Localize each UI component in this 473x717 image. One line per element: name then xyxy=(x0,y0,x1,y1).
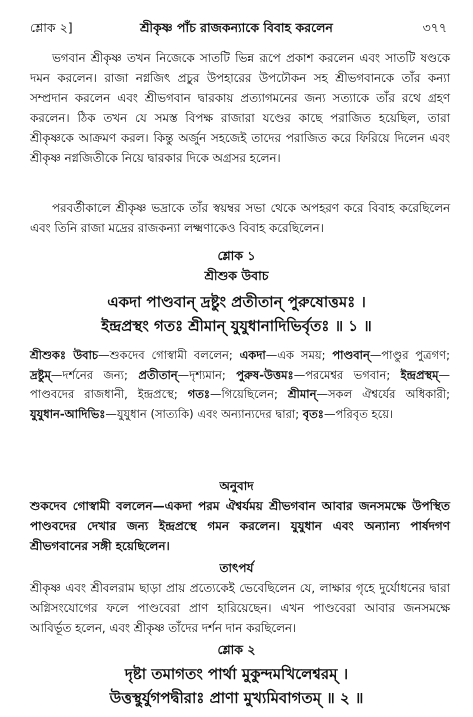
sloka-2-title: শ্লোক ২ xyxy=(217,642,256,657)
running-header xyxy=(30,18,447,38)
translation-text: শুকদেব গোস্বামী বললেন—একদা পরম ঐশ্বর্যময় শ্রীভগবান আবার জনসমক্ষে উপস্থিত পাণ্ডবদের দেখার জন্য ইন্দ্রপ্রস্থে গমন করলেন। যুযুধান এবং অন্যান্য পার্ষদগণ শ্রীভগবানের সঙ্গী হয়েছিলেন। xyxy=(30,499,450,553)
synonym-meaning: শুকদেব গোস্বামী বললেন; xyxy=(109,348,233,362)
synonym-term: ইন্দ্রপ্রস্থম্ xyxy=(400,367,439,382)
synonym-entry: গতঃ—গিয়েছিলেন; xyxy=(187,387,278,401)
intro-paragraph-1: ভগবান শ্রীকৃষ্ণ তখন নিজেকে সাতটি ভিন্ন রূপে প্রকাশ করলেন এবং সাতটি ষণ্ডকে দমন করলেন। রাজা নগ্নজিৎ প্রচুর উপহারের উপঢৌকন সহ শ্রীভগবানকে তাঁর কন্যা সম্প্রদান করলেন এবং শ্রীভগবান দ্বারকায় প্রত্যাগমনের জন্য সত্যাকে তাঁর রথে গ্রহণ করলেন। ঠিক তখন যে সমস্ত বিপক্ষ রাজারা যণ্ডের কাছে পরাজিত হয়েছিল, তারা শ্রীকৃষ্ণকে আক্রমণ করল। কিন্তু অর্জুন সহজেই তাদের পরাজিত করে ফিরিয়ে দিলেন এবং শ্রীকৃষ্ণ নগ্নজিতীকে নিয়ে দ্বারকার দিকে অগ্রসর হলেন। xyxy=(30,51,450,165)
synonym-meaning: সকল ঐশ্বর্যের অধিকারী; xyxy=(327,387,451,401)
synonym-meaning: পাণ্ডুর পুত্রগণ; xyxy=(381,348,450,362)
synonym-meaning: যুযুধান (সাত্যকি) এবং অন্যান্যদের দ্বারা; xyxy=(116,406,300,421)
page-number: ৩৭৭ xyxy=(422,20,447,35)
synonym-entry: ইন্দ্রপ্রস্থম্—পাণ্ডবদের রাজধানী, ইন্দ্রপ্রস্থে; xyxy=(30,367,451,401)
synonym-entry: যুযুধান-আদিভিঃ—যুযুধান (সাত্যকি) এবং অন্যান্যদের দ্বারা; xyxy=(30,406,300,421)
synonym-entry: পাণ্ডবান্—পাণ্ডুর পুত্রগণ; xyxy=(332,348,450,362)
synonym-term: প্রতীতান্ xyxy=(138,367,178,382)
synonym-meaning: পরিবৃত হয়ে। xyxy=(335,406,394,421)
sloka-1-heading xyxy=(0,246,473,286)
synonym-term: দ্রষ্টুম্ xyxy=(30,367,51,382)
synonym-term: শ্রীমান্ xyxy=(287,387,317,401)
synonym-meaning: পাণ্ডবদের রাজধানী, ইন্দ্রপ্রস্থে; xyxy=(30,387,178,401)
synonym-entry: প্রতীতান্—দৃশ্যমান; xyxy=(138,367,226,382)
synonym-meaning: পরমেশ্বর ভগবান; xyxy=(305,367,391,382)
synonym-entry: দ্রষ্টুম্—দর্শনের জন্য; xyxy=(30,367,128,382)
sloka-1-line-1: একদা পাণ্ডবান্ দ্রষ্টুং প্রতীতান্ পুরুষোত্তমঃ । xyxy=(107,293,366,311)
synonym-meaning: দর্শনের জন্য; xyxy=(62,367,128,382)
synonym-term: বৃতঃ xyxy=(302,406,324,421)
synonym-entry: পুরুষ-উত্তমঃ—পরমেশ্বর ভগবান; xyxy=(236,367,391,382)
purport-title: তাৎপর্য xyxy=(219,561,254,575)
header-verse-ref: শ্লোক ২] xyxy=(30,20,73,35)
sloka-1-speaker: শ্রীশুক উবাচ xyxy=(204,268,269,283)
sloka-2-verse xyxy=(0,662,473,710)
synonym-term: একদা xyxy=(239,348,266,362)
synonym-term: পুরুষ-উত্তমঃ xyxy=(236,367,294,382)
sloka-1-verse xyxy=(0,290,473,338)
synonym-entry: শ্রীমান্—সকল ঐশ্বর্যের অধিকারী; xyxy=(287,387,451,401)
synonym-meaning: গিয়েছিলেন; xyxy=(221,387,278,401)
synonym-term: যুযুধান-আদিভিঃ xyxy=(30,406,106,421)
synonym-meaning: এক সময়; xyxy=(277,348,326,362)
sloka-2-line-2: উত্তস্থুর্যুগপদ্বীরাঃ প্রাণা মুখ্যমিবাগতম্ ॥ ২ ॥ xyxy=(109,689,364,707)
sloka-2-line-1: দৃষ্টা তমাগতং পার্থা মুকুন্দমখিলেশ্বরম্ । xyxy=(124,665,349,683)
synonyms-1 xyxy=(30,346,450,424)
synonym-meaning: দৃশ্যমান; xyxy=(189,367,226,382)
intro-paragraph-2: পরবর্তীকালে শ্রীকৃষ্ণ ভদ্রাকে তাঁর স্বয়ম্বর সভা থেকে অপহরণ করে বিবাহ করেছিলেন এবং তিনি রাজা মদ্রের রাজকন্যা লক্ষ্মণাকেও বিবাহ করেছিলেন। xyxy=(30,201,450,235)
synonym-entry: বৃতঃ—পরিবৃত হয়ে। xyxy=(302,406,394,421)
synonym-entry: শ্রীশুকঃ উবাচ—শুকদেব গোস্বামী বললেন; xyxy=(30,348,233,362)
synonym-term: শ্রীশুকঃ উবাচ xyxy=(30,348,99,362)
synonym-term: পাণ্ডবান্ xyxy=(332,348,370,362)
sloka-1-title: শ্লোক ১ xyxy=(217,248,256,263)
header-chapter-title: শ্রীকৃষ্ণ পাঁচ রাজকন্যাকে বিবাহ করলেন xyxy=(140,20,333,35)
sloka-1-line-2: ইন্দ্রপ্রস্থং গতঃ শ্রীমান্ যুযুধানাদিভির্বৃতঃ ॥ ১ ॥ xyxy=(101,317,372,335)
synonym-term: গতঃ xyxy=(187,387,210,401)
translation-title: অনুবাদ xyxy=(219,479,254,493)
purport-text: শ্রীকৃষ্ণ এবং শ্রীবলরাম ছাড়া প্রায় প্রত্যেকেই ভেবেছিলেন যে, লাক্ষার গৃহে দুর্যোধনের দ্বারা অগ্নিসংযোগের ফলে পাণ্ডবেরা প্রাণ হারিয়েছেন। এখন পাণ্ডবেরা আবার জনসমক্ষে আবির্ভূত হলেন, এবং শ্রীকৃষ্ণ তাঁদের দর্শন দান করছিলেন। xyxy=(30,581,450,635)
synonym-entry: একদা—এক সময়; xyxy=(239,348,326,362)
